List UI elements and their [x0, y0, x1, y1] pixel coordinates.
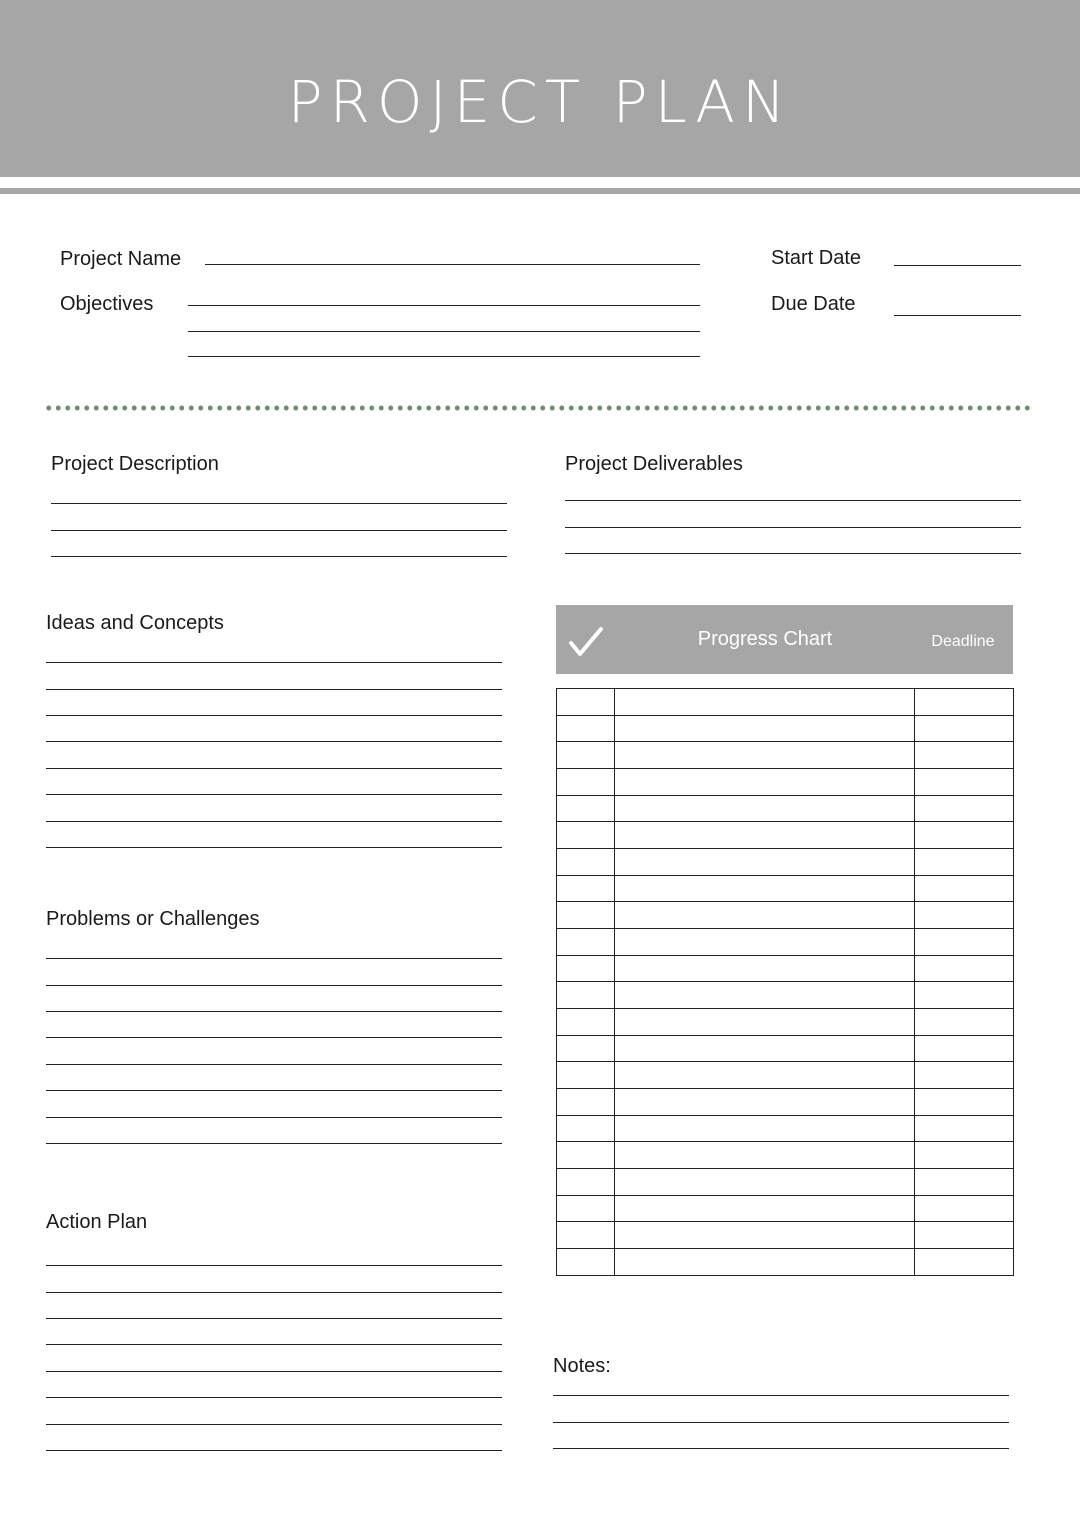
task-cell[interactable]: [615, 955, 915, 982]
notes-line[interactable]: [553, 1448, 1009, 1449]
description-line[interactable]: [51, 556, 507, 557]
status-cell[interactable]: [557, 1009, 615, 1036]
status-cell[interactable]: [557, 1115, 615, 1142]
problems-line[interactable]: [46, 1143, 502, 1144]
deliverables-line[interactable]: [565, 500, 1021, 501]
deliverables-line[interactable]: [565, 527, 1021, 528]
due-date-label: Due Date: [771, 293, 856, 315]
deadline-cell[interactable]: [915, 742, 1014, 769]
progress-chart-table: [556, 688, 1014, 1276]
deadline-cell[interactable]: [915, 1195, 1014, 1222]
deadline-cell[interactable]: [915, 1142, 1014, 1169]
problems-line[interactable]: [46, 985, 502, 986]
task-cell[interactable]: [615, 1169, 915, 1196]
task-cell[interactable]: [615, 1222, 915, 1249]
deadline-cell[interactable]: [915, 822, 1014, 849]
progress-row: [557, 1142, 1014, 1169]
status-cell[interactable]: [557, 795, 615, 822]
problems-challenges-label: Problems or Challenges: [46, 908, 260, 930]
action-plan-line[interactable]: [46, 1371, 502, 1372]
deadline-cell[interactable]: [915, 689, 1014, 716]
ideas-line[interactable]: [46, 662, 502, 663]
problems-line[interactable]: [46, 1011, 502, 1012]
deadline-cell[interactable]: [915, 769, 1014, 796]
status-cell[interactable]: [557, 689, 615, 716]
status-cell[interactable]: [557, 742, 615, 769]
task-cell[interactable]: [615, 1009, 915, 1036]
page-title: PROJECT PLAN: [287, 68, 793, 136]
task-cell[interactable]: [615, 1062, 915, 1089]
progress-row: [557, 1115, 1014, 1142]
progress-row: [557, 689, 1014, 716]
task-cell[interactable]: [615, 902, 915, 929]
ideas-line[interactable]: [46, 741, 502, 742]
action-plan-line[interactable]: [46, 1265, 502, 1266]
notes-line[interactable]: [553, 1395, 1009, 1396]
task-cell[interactable]: [615, 1142, 915, 1169]
ideas-line[interactable]: [46, 847, 502, 848]
task-cell[interactable]: [615, 875, 915, 902]
task-cell[interactable]: [615, 1115, 915, 1142]
task-cell[interactable]: [615, 1249, 915, 1276]
action-plan-line[interactable]: [46, 1397, 502, 1398]
action-plan-line[interactable]: [46, 1424, 502, 1425]
status-cell[interactable]: [557, 1062, 615, 1089]
progress-row: [557, 1009, 1014, 1036]
progress-row: [557, 1062, 1014, 1089]
status-cell[interactable]: [557, 1195, 615, 1222]
status-cell[interactable]: [557, 849, 615, 876]
progress-row: [557, 795, 1014, 822]
status-cell[interactable]: [557, 1249, 615, 1276]
deadline-cell[interactable]: [915, 929, 1014, 956]
deadline-cell[interactable]: [915, 1115, 1014, 1142]
status-cell[interactable]: [557, 822, 615, 849]
task-cell[interactable]: [615, 1089, 915, 1116]
task-cell[interactable]: [615, 849, 915, 876]
objectives-line[interactable]: [188, 331, 700, 332]
task-cell[interactable]: [615, 769, 915, 796]
progress-row: [557, 822, 1014, 849]
deliverables-line[interactable]: [565, 553, 1021, 554]
problems-line[interactable]: [46, 1117, 502, 1118]
deadline-cell[interactable]: [915, 1222, 1014, 1249]
notes-label: Notes:: [553, 1355, 611, 1377]
deadline-cell[interactable]: [915, 715, 1014, 742]
progress-row: [557, 902, 1014, 929]
project-name-line[interactable]: [205, 264, 700, 265]
status-cell[interactable]: [557, 769, 615, 796]
due-date-line[interactable]: [894, 315, 1021, 316]
progress-chart-title: Progress Chart: [697, 628, 833, 650]
task-cell[interactable]: [615, 715, 915, 742]
status-cell[interactable]: [557, 1169, 615, 1196]
status-cell[interactable]: [557, 875, 615, 902]
header-stripe: [0, 188, 1080, 194]
objectives-label: Objectives: [60, 293, 154, 315]
progress-row: [557, 982, 1014, 1009]
progress-row: [557, 929, 1014, 956]
ideas-line[interactable]: [46, 768, 502, 769]
task-cell[interactable]: [615, 742, 915, 769]
progress-row: [557, 1089, 1014, 1116]
deadline-cell[interactable]: [915, 795, 1014, 822]
progress-row: [557, 1195, 1014, 1222]
problems-line[interactable]: [46, 958, 502, 959]
status-cell[interactable]: [557, 1089, 615, 1116]
progress-row: [557, 1035, 1014, 1062]
objectives-line[interactable]: [188, 305, 700, 306]
start-date-line[interactable]: [894, 265, 1021, 266]
progress-row: [557, 1169, 1014, 1196]
ideas-line[interactable]: [46, 689, 502, 690]
description-line[interactable]: [51, 503, 507, 504]
deadline-cell[interactable]: [915, 1169, 1014, 1196]
description-line[interactable]: [51, 530, 507, 531]
status-cell[interactable]: [557, 955, 615, 982]
problems-line[interactable]: [46, 1064, 502, 1065]
progress-row: [557, 769, 1014, 796]
action-plan-label: Action Plan: [46, 1211, 148, 1233]
progress-row: [557, 742, 1014, 769]
objectives-line[interactable]: [188, 356, 700, 357]
progress-row: [557, 1249, 1014, 1276]
deadline-cell[interactable]: [915, 1035, 1014, 1062]
project-name-label: Project Name: [60, 248, 182, 270]
deadline-cell[interactable]: [915, 1062, 1014, 1089]
task-cell[interactable]: [615, 1035, 915, 1062]
deadline-cell[interactable]: [915, 902, 1014, 929]
status-cell[interactable]: [557, 902, 615, 929]
problems-line[interactable]: [46, 1090, 502, 1091]
deadline-cell[interactable]: [915, 875, 1014, 902]
project-description-label: Project Description: [51, 453, 219, 475]
task-cell[interactable]: [615, 689, 915, 716]
action-plan-line[interactable]: [46, 1292, 502, 1293]
progress-row: [557, 849, 1014, 876]
task-cell[interactable]: [615, 795, 915, 822]
notes-line[interactable]: [553, 1422, 1009, 1423]
task-cell[interactable]: [615, 929, 915, 956]
action-plan-line[interactable]: [46, 1318, 502, 1319]
progress-row: [557, 875, 1014, 902]
problems-line[interactable]: [46, 1037, 502, 1038]
ideas-concepts-label: Ideas and Concepts: [46, 612, 224, 634]
deadline-cell[interactable]: [915, 1249, 1014, 1276]
action-plan-line[interactable]: [46, 1344, 502, 1345]
ideas-line[interactable]: [46, 821, 502, 822]
status-cell[interactable]: [557, 929, 615, 956]
project-deliverables-label: Project Deliverables: [565, 453, 743, 475]
task-cell[interactable]: [615, 982, 915, 1009]
progress-row: [557, 1222, 1014, 1249]
progress-row: [557, 955, 1014, 982]
deadline-column-label: Deadline: [931, 633, 995, 650]
task-cell[interactable]: [615, 1195, 915, 1222]
status-cell[interactable]: [557, 1222, 615, 1249]
status-cell[interactable]: [557, 1142, 615, 1169]
ideas-line[interactable]: [46, 794, 502, 795]
status-cell[interactable]: [557, 982, 615, 1009]
status-cell[interactable]: [557, 1035, 615, 1062]
deadline-cell[interactable]: [915, 982, 1014, 1009]
status-cell[interactable]: [557, 715, 615, 742]
deadline-cell[interactable]: [915, 1009, 1014, 1036]
progress-row: [557, 715, 1014, 742]
deadline-cell[interactable]: [915, 1089, 1014, 1116]
task-cell[interactable]: [615, 822, 915, 849]
dotted-divider: [44, 405, 1034, 411]
deadline-cell[interactable]: [915, 849, 1014, 876]
action-plan-line[interactable]: [46, 1450, 502, 1451]
start-date-label: Start Date: [771, 247, 862, 269]
deadline-cell[interactable]: [915, 955, 1014, 982]
ideas-line[interactable]: [46, 715, 502, 716]
